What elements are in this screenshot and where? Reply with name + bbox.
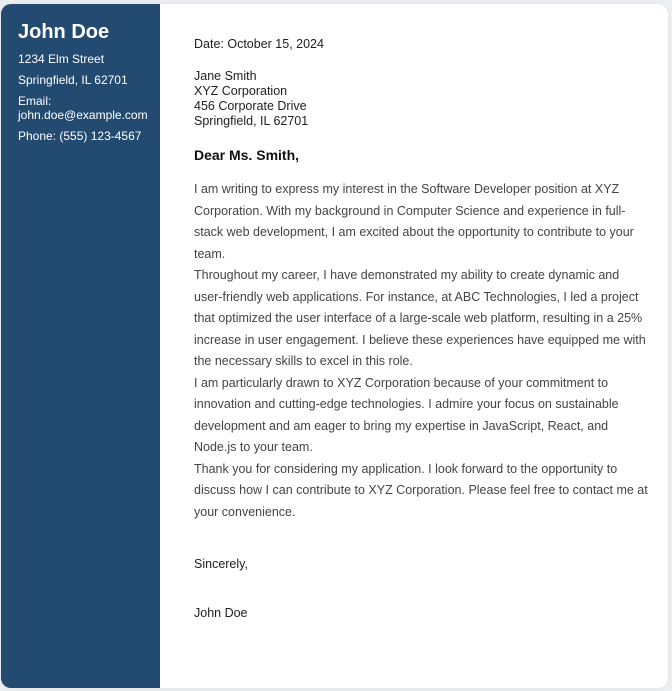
sender-email-label: Email: — [18, 94, 52, 108]
paragraph-motivation: I am particularly drawn to XYZ Corporation because of your commitment to innovation and cutting-edge technologies. I admire your focus on sustainable development and am eager to bring my expertise in JavaScript, React, and Node.js to your team. — [194, 375, 619, 454]
sender-street: 1234 Elm Street — [18, 52, 105, 66]
paragraph-experience: Throughout my career, I have demonstrated my ability to create dynamic and user-friendly web applications. For instance, at ABC Technologies, I led a project that optimized the user interface of a large-scale web platform, resulting in a 25% increase in user engagement. I believe these experiences have equipped me with the necessary skills to excel in this role. — [194, 268, 646, 368]
sender-sidebar — [1, 4, 160, 688]
salutation: Dear Ms. Smith, — [194, 147, 300, 163]
recipient-address — [194, 69, 648, 129]
sender-name: John Doe — [18, 21, 110, 43]
paragraph-intro: I am writing to express my interest in the Software Developer position at XYZ Corporation. With my background in Computer Science and experience in full-stack web development, I am excited about the opportunity to contribute to your team. — [194, 182, 634, 261]
recipient-name: Jane Smith — [194, 69, 257, 83]
recipient-company: XYZ Corporation — [194, 84, 288, 98]
letter-closing: Sincerely, — [194, 557, 248, 571]
recipient-city: Springfield, IL 62701 — [194, 114, 309, 128]
sender-email-block — [18, 94, 148, 122]
sender-email: john.doe@example.com — [18, 108, 148, 122]
letter-date: Date: October 15, 2024 — [194, 37, 324, 51]
letter-signature: John Doe — [194, 606, 248, 620]
recipient-street: 456 Corporate Drive — [194, 99, 307, 113]
sender-phone: Phone: (555) 123-4567 — [18, 129, 142, 143]
letter-paragraphs — [194, 179, 648, 523]
letter-body — [160, 4, 668, 688]
sender-city: Springfield, IL 62701 — [18, 73, 128, 87]
paragraph-closing: Thank you for considering my application. I look forward to the opportunity to discuss how I can contribute to XYZ Corporation. Please feel free to contact me at your convenience. — [194, 461, 648, 519]
cover-letter-card — [1, 4, 668, 688]
